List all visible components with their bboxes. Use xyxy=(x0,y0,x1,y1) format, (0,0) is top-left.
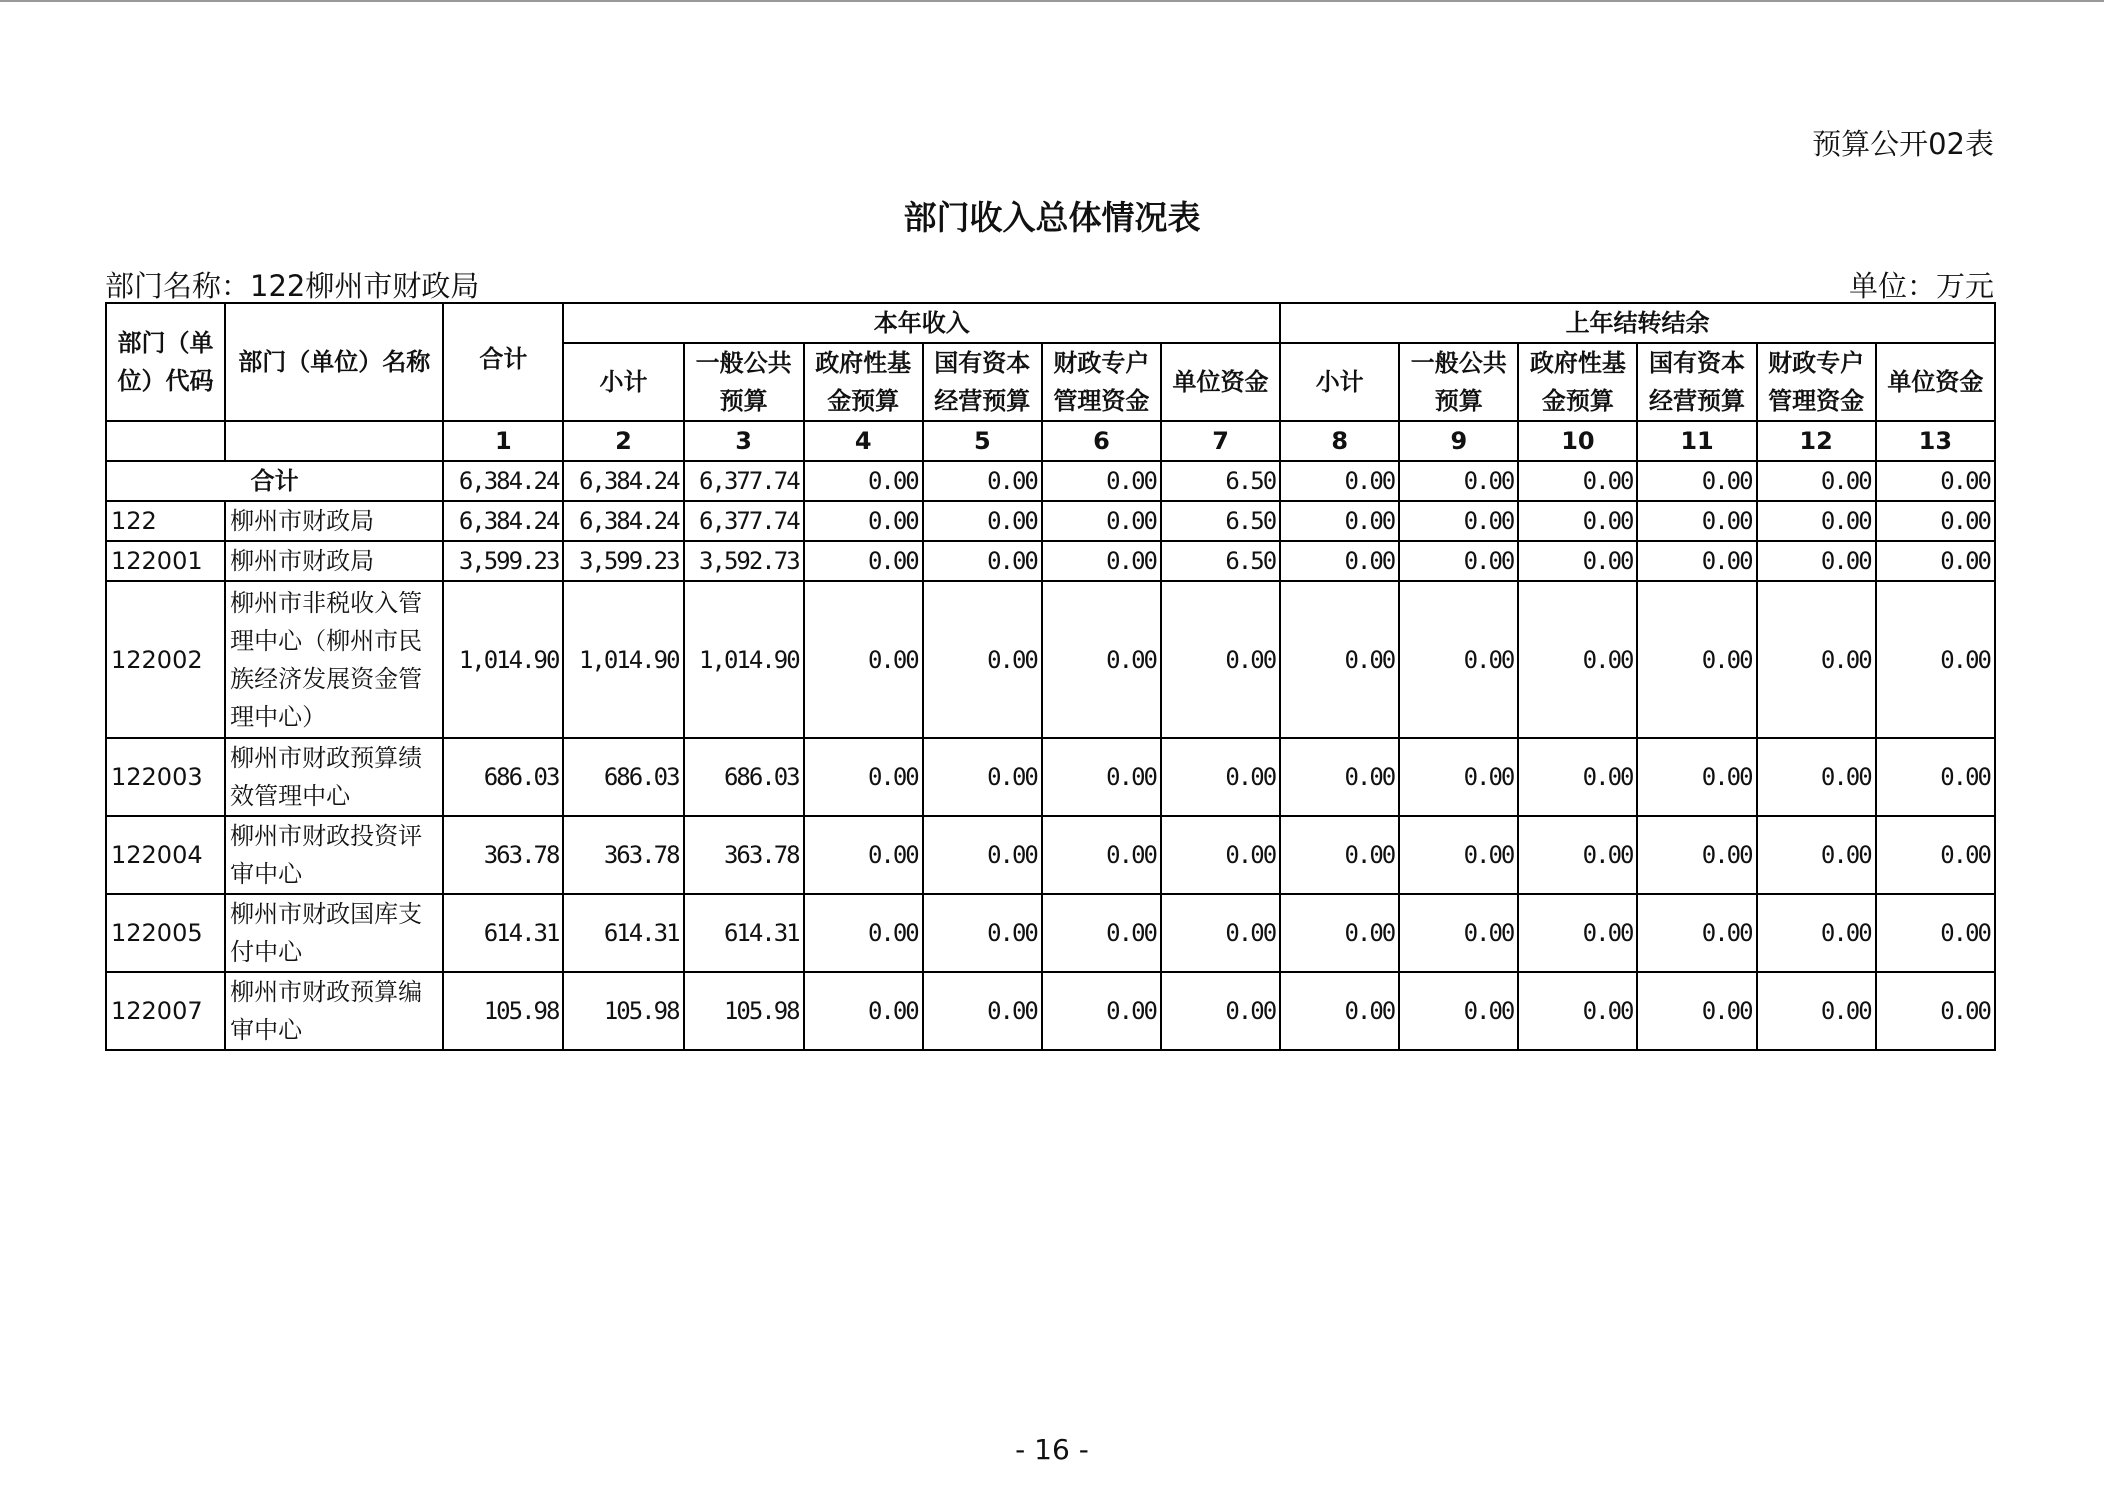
value-cell: 0.00 xyxy=(923,541,1042,581)
value-cell: 6,384.24 xyxy=(563,461,683,501)
value-cell: 0.00 xyxy=(1399,461,1518,501)
dept-code-cell: 122001 xyxy=(106,541,225,581)
header-code: 部门（单位）代码 xyxy=(106,303,225,421)
dept-code-cell: 122004 xyxy=(106,816,225,894)
department-name: 部门名称：122柳州市财政局 xyxy=(105,269,480,303)
value-cell: 0.00 xyxy=(1280,501,1399,541)
document-title: 部门收入总体情况表 xyxy=(903,198,1201,237)
value-cell: 0.00 xyxy=(1637,541,1756,581)
page-number: - 16 - xyxy=(1015,1433,1089,1466)
value-cell: 0.00 xyxy=(1637,738,1756,816)
value-cell: 0.00 xyxy=(1876,461,1995,501)
total-label: 合计 xyxy=(106,461,443,501)
value-cell: 0.00 xyxy=(1399,541,1518,581)
sub-header-cell: 财政专户管理资金 xyxy=(1042,343,1161,421)
value-cell: 105.98 xyxy=(563,972,683,1050)
value-cell: 0.00 xyxy=(1161,816,1280,894)
value-cell: 0.00 xyxy=(923,461,1042,501)
value-cell: 0.00 xyxy=(1757,972,1876,1050)
value-cell: 0.00 xyxy=(1042,972,1161,1050)
value-cell: 0.00 xyxy=(923,816,1042,894)
value-cell: 0.00 xyxy=(804,501,923,541)
value-cell: 0.00 xyxy=(923,972,1042,1050)
value-cell: 0.00 xyxy=(1042,541,1161,581)
header-name-blank xyxy=(225,421,443,461)
dept-name-cell: 柳州市非税收入管理中心（柳州市民族经济发展资金管理中心） xyxy=(225,581,443,738)
value-cell: 0.00 xyxy=(1876,816,1995,894)
value-cell: 0.00 xyxy=(804,461,923,501)
value-cell: 0.00 xyxy=(804,816,923,894)
value-cell: 0.00 xyxy=(1637,581,1756,738)
header-name: 部门（单位）名称 xyxy=(225,303,443,421)
header-total: 合计 xyxy=(443,303,563,421)
value-cell: 0.00 xyxy=(1637,461,1756,501)
value-cell: 3,592.73 xyxy=(684,541,804,581)
dept-code-cell: 122003 xyxy=(106,738,225,816)
value-cell: 3,599.23 xyxy=(563,541,683,581)
value-cell: 0.00 xyxy=(1637,816,1756,894)
value-cell: 0.00 xyxy=(1518,501,1637,541)
col-number: 6 xyxy=(1042,421,1161,461)
table-row xyxy=(106,816,1995,894)
dept-name-cell: 柳州市财政预算编审中心 xyxy=(225,972,443,1050)
value-cell: 0.00 xyxy=(804,541,923,581)
value-cell: 6.50 xyxy=(1161,541,1280,581)
sub-header-cell: 一般公共预算 xyxy=(1399,343,1518,421)
col-number: 9 xyxy=(1399,421,1518,461)
value-cell: 0.00 xyxy=(1637,501,1756,541)
col-number: 11 xyxy=(1637,421,1756,461)
col-number: 10 xyxy=(1518,421,1637,461)
col-number: 5 xyxy=(923,421,1042,461)
value-cell: 0.00 xyxy=(1280,894,1399,972)
value-cell: 0.00 xyxy=(923,581,1042,738)
value-cell: 0.00 xyxy=(804,581,923,738)
value-cell: 0.00 xyxy=(1161,738,1280,816)
value-cell: 0.00 xyxy=(1518,541,1637,581)
value-cell: 686.03 xyxy=(563,738,683,816)
value-cell: 0.00 xyxy=(1161,894,1280,972)
value-cell: 363.78 xyxy=(443,816,563,894)
value-cell: 6,377.74 xyxy=(684,501,804,541)
value-cell: 6.50 xyxy=(1161,501,1280,541)
value-cell: 1,014.90 xyxy=(563,581,683,738)
col-number: 2 xyxy=(563,421,683,461)
value-cell: 0.00 xyxy=(923,501,1042,541)
value-cell: 0.00 xyxy=(1757,461,1876,501)
value-cell: 686.03 xyxy=(443,738,563,816)
dept-code-cell: 122005 xyxy=(106,894,225,972)
table-row xyxy=(106,894,1995,972)
col-number: 3 xyxy=(684,421,804,461)
value-cell: 0.00 xyxy=(1280,738,1399,816)
value-cell: 6,384.24 xyxy=(563,501,683,541)
dept-code-cell: 122007 xyxy=(106,972,225,1050)
value-cell: 0.00 xyxy=(1518,816,1637,894)
sub-header-cell: 小计 xyxy=(563,343,683,421)
value-cell: 0.00 xyxy=(1876,501,1995,541)
value-cell: 0.00 xyxy=(923,894,1042,972)
value-cell: 0.00 xyxy=(1280,581,1399,738)
value-cell: 614.31 xyxy=(684,894,804,972)
dept-code-cell: 122002 xyxy=(106,581,225,738)
table-row xyxy=(106,738,1995,816)
table-code: 预算公开02表 xyxy=(1812,127,1994,161)
value-cell: 6,384.24 xyxy=(443,501,563,541)
header-code-blank xyxy=(106,421,225,461)
value-cell: 0.00 xyxy=(1757,581,1876,738)
col-number: 12 xyxy=(1757,421,1876,461)
value-cell: 0.00 xyxy=(1399,816,1518,894)
col-number: 4 xyxy=(804,421,923,461)
value-cell: 6,377.74 xyxy=(684,461,804,501)
value-cell: 0.00 xyxy=(923,738,1042,816)
value-cell: 0.00 xyxy=(1399,894,1518,972)
dept-code-cell: 122 xyxy=(106,501,225,541)
value-cell: 0.00 xyxy=(1637,894,1756,972)
value-cell: 0.00 xyxy=(1518,894,1637,972)
dept-name-cell: 柳州市财政局 xyxy=(225,501,443,541)
page-top-border xyxy=(0,0,2104,2)
income-table xyxy=(105,302,1996,1051)
sub-header-cell: 小计 xyxy=(1280,343,1399,421)
sub-header-cell: 政府性基金预算 xyxy=(1518,343,1637,421)
value-cell: 1,014.90 xyxy=(684,581,804,738)
value-cell: 0.00 xyxy=(1876,738,1995,816)
sub-header-cell: 政府性基金预算 xyxy=(804,343,923,421)
value-cell: 0.00 xyxy=(1042,501,1161,541)
table-row xyxy=(106,501,1995,541)
dept-name-cell: 柳州市财政预算绩效管理中心 xyxy=(225,738,443,816)
value-cell: 0.00 xyxy=(1280,972,1399,1050)
dept-name-cell: 柳州市财政投资评审中心 xyxy=(225,816,443,894)
value-cell: 614.31 xyxy=(443,894,563,972)
sub-header-cell: 国有资本经营预算 xyxy=(1637,343,1756,421)
dept-name-cell: 柳州市财政局 xyxy=(225,541,443,581)
value-cell: 0.00 xyxy=(1876,972,1995,1050)
value-cell: 0.00 xyxy=(1042,816,1161,894)
value-cell: 0.00 xyxy=(1757,894,1876,972)
table-row xyxy=(106,972,1995,1050)
value-cell: 686.03 xyxy=(684,738,804,816)
sub-header-cell: 单位资金 xyxy=(1161,343,1280,421)
value-cell: 3,599.23 xyxy=(443,541,563,581)
value-cell: 6,384.24 xyxy=(443,461,563,501)
col-number: 13 xyxy=(1876,421,1995,461)
total-row xyxy=(106,461,1995,501)
value-cell: 0.00 xyxy=(804,894,923,972)
value-cell: 1,014.90 xyxy=(443,581,563,738)
header-group-carryover: 上年结转结余 xyxy=(1280,303,1995,343)
sub-header-cell: 一般公共预算 xyxy=(684,343,804,421)
value-cell: 0.00 xyxy=(1399,972,1518,1050)
value-cell: 105.98 xyxy=(443,972,563,1050)
value-cell: 0.00 xyxy=(1042,738,1161,816)
value-cell: 0.00 xyxy=(1161,581,1280,738)
value-cell: 0.00 xyxy=(1518,581,1637,738)
table-row xyxy=(106,581,1995,738)
value-cell: 105.98 xyxy=(684,972,804,1050)
value-cell: 0.00 xyxy=(1757,816,1876,894)
sub-header-cell: 国有资本经营预算 xyxy=(923,343,1042,421)
table-row xyxy=(106,541,1995,581)
value-cell: 0.00 xyxy=(1518,738,1637,816)
value-cell: 0.00 xyxy=(1757,541,1876,581)
value-cell: 0.00 xyxy=(1876,581,1995,738)
value-cell: 0.00 xyxy=(1876,541,1995,581)
value-cell: 0.00 xyxy=(1757,501,1876,541)
value-cell: 0.00 xyxy=(804,972,923,1050)
value-cell: 0.00 xyxy=(1042,461,1161,501)
col-number: 8 xyxy=(1280,421,1399,461)
value-cell: 6.50 xyxy=(1161,461,1280,501)
value-cell: 0.00 xyxy=(1280,816,1399,894)
col-number: 7 xyxy=(1161,421,1280,461)
value-cell: 614.31 xyxy=(563,894,683,972)
value-cell: 0.00 xyxy=(1518,972,1637,1050)
value-cell: 0.00 xyxy=(1399,738,1518,816)
value-cell: 0.00 xyxy=(1399,501,1518,541)
value-cell: 0.00 xyxy=(1876,894,1995,972)
value-cell: 0.00 xyxy=(1757,738,1876,816)
sub-header-cell: 单位资金 xyxy=(1876,343,1995,421)
value-cell: 0.00 xyxy=(1042,581,1161,738)
header-group-current: 本年收入 xyxy=(563,303,1280,343)
value-cell: 0.00 xyxy=(1399,581,1518,738)
value-cell: 363.78 xyxy=(563,816,683,894)
value-cell: 0.00 xyxy=(804,738,923,816)
value-cell: 0.00 xyxy=(1280,541,1399,581)
sub-header-cell: 财政专户管理资金 xyxy=(1757,343,1876,421)
dept-name-cell: 柳州市财政国库支付中心 xyxy=(225,894,443,972)
value-cell: 0.00 xyxy=(1280,461,1399,501)
value-cell: 0.00 xyxy=(1161,972,1280,1050)
col-number: 1 xyxy=(443,421,563,461)
value-cell: 0.00 xyxy=(1518,461,1637,501)
value-cell: 0.00 xyxy=(1637,972,1756,1050)
unit-label: 单位：万元 xyxy=(1848,269,1994,303)
value-cell: 0.00 xyxy=(1042,894,1161,972)
value-cell: 363.78 xyxy=(684,816,804,894)
